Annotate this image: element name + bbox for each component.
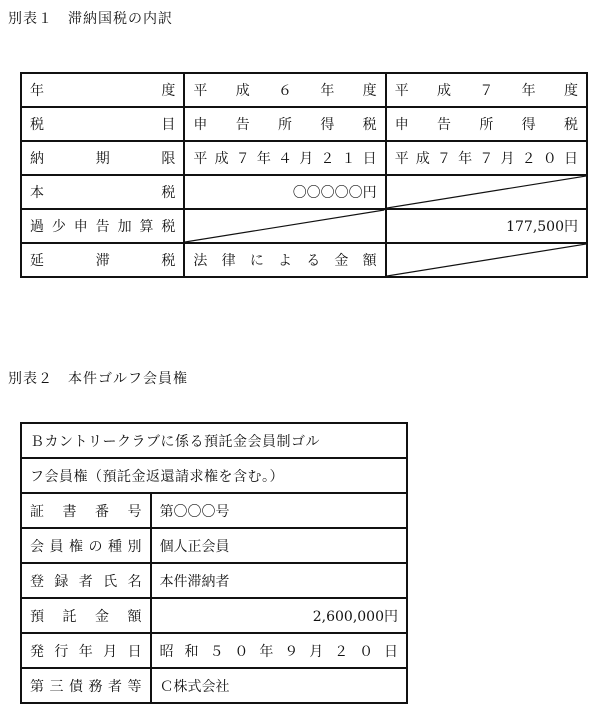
char: 年 [30,83,44,99]
char: 過 [30,219,44,235]
char: 債 [69,678,83,695]
char: 所 [278,117,293,133]
char: 別 [127,538,142,555]
diagonal-empty-cell [386,175,587,209]
char: 年 [256,151,271,167]
char: 平 [193,83,208,99]
diagonal-empty-cell [386,243,587,277]
char: 少 [51,219,66,235]
cell-principal-tax-h6: 〇〇〇〇〇円 [184,175,385,209]
char: 金 [95,608,110,625]
char: 年 [458,151,473,167]
char: 書 [62,503,77,520]
char: 申 [394,117,409,133]
char: ０ [542,151,557,167]
char: 日 [127,643,142,660]
char: 度 [564,83,578,99]
table-row [21,209,587,243]
row-label-underpayment-tax [21,209,184,243]
table-row [21,458,407,493]
cell-due-date-h6 [184,141,385,175]
char: 月 [309,643,324,660]
char: 種 [108,538,122,555]
char: 平 [193,151,208,167]
char: 申 [73,219,88,235]
char: 税 [161,185,176,201]
char: ５ [209,643,224,660]
row-label-principal-tax [21,175,184,209]
char: ２ [521,151,536,167]
char: 得 [521,117,536,133]
char: ０ [359,643,374,660]
table-row [21,73,587,107]
golf-membership-table [20,422,408,704]
char: 会 [30,538,44,555]
char: 延 [30,253,44,269]
value-membership-type: 個人正会員 [151,528,407,563]
char: 告 [437,117,452,133]
cell-delinquency-tax-h6 [184,243,385,277]
char: ７ [235,151,250,167]
diagonal-line [387,176,586,208]
char: の [88,538,103,555]
char: 加 [117,219,132,235]
char: 登 [30,573,44,590]
char: ４ [278,151,293,167]
table-row [21,598,407,633]
char: 年 [259,643,274,660]
char: 額 [362,253,377,269]
table-row [21,175,587,209]
tax-breakdown-table [20,72,588,278]
char: 納 [30,151,44,167]
table-row [21,107,587,141]
char: 者 [108,678,122,695]
value-certificate-number: 第〇〇〇号 [151,493,407,528]
char: 額 [127,608,142,625]
cell-tax-item-h6 [184,107,385,141]
char: 税 [161,253,176,269]
row-label-deposit-amount [21,598,151,633]
row-label-tax-item [21,107,184,141]
char: 預 [30,608,44,625]
char: 者 [78,573,93,590]
char: 第 [30,678,44,695]
char: 成 [214,151,229,167]
char: ７ [479,83,494,99]
value-issue-date [151,633,407,668]
char: 期 [95,151,110,167]
cell-due-date-h7 [386,141,587,175]
char: 名 [127,573,142,590]
char: 金 [334,253,349,269]
table-row [21,243,587,277]
cell-year-h6 [184,73,385,107]
char: 月 [299,151,314,167]
table-row [21,493,407,528]
char: 告 [235,117,250,133]
value-registrant-name: 本件滞納者 [151,563,407,598]
char: ９ [284,643,299,660]
char: １ [341,151,356,167]
diagonal-empty-cell [184,209,385,243]
table-row [21,528,407,563]
char: 平 [394,151,409,167]
char: 年 [320,83,335,99]
table-row [21,633,407,668]
char: 法 [193,253,208,269]
diagonal-line [185,210,384,242]
value-third-party-debtor: Ｃ株式会社 [151,668,407,703]
row-label-third-party-debtor [21,668,151,703]
char: 平 [394,83,409,99]
char: 発 [30,643,44,660]
char: 三 [49,678,64,695]
char: 等 [127,678,142,695]
char: 月 [500,151,515,167]
char: 税 [161,219,176,235]
char: 番 [95,503,110,520]
heading-table-1: 別表１ 滞納国税の内訳 [8,11,173,27]
char: 託 [62,608,77,625]
row-label-delinquency-tax [21,243,184,277]
char: 権 [69,538,83,555]
char: る [306,253,321,269]
membership-description-line-1: Ｂカントリークラブに係る預託金会員制ゴル [21,423,407,458]
char: 成 [415,151,430,167]
char: 限 [161,151,176,167]
table-row [21,668,407,703]
char: 員 [49,538,64,555]
char: よ [278,253,293,269]
row-label-membership-type [21,528,151,563]
char: 日 [563,151,578,167]
char: 税 [362,117,377,133]
char: 録 [54,573,69,590]
char: 行 [54,643,69,660]
diagonal-line [387,244,586,276]
char: 得 [320,117,335,133]
char: 日 [384,643,398,660]
char: 本 [30,185,44,201]
char: 目 [161,117,176,133]
char: 成 [235,83,250,99]
table-row [21,423,407,458]
char: 年 [521,83,536,99]
char: に [249,253,264,269]
cell-year-h7 [386,73,587,107]
row-label-due-date [21,141,184,175]
char: 昭 [159,643,174,660]
char: ２ [320,151,335,167]
row-label-registrant-name [21,563,151,598]
char: 証 [30,503,44,520]
char: 滞 [95,253,110,269]
char: 成 [437,83,452,99]
char: ２ [334,643,349,660]
char: 算 [139,219,154,235]
char: 月 [103,643,118,660]
row-label-issue-date [21,633,151,668]
char: ７ [437,151,451,167]
char: 日 [362,151,377,167]
char: 年 [78,643,93,660]
table-row [21,141,587,175]
char: ０ [234,643,249,660]
char: 税 [564,117,578,133]
membership-description-line-2: フ会員権（預託金返還請求権を含む。） [21,458,407,493]
char: 所 [479,117,494,133]
char: 度 [362,83,377,99]
cell-underpayment-tax-h7: 177,500円 [386,209,587,243]
char: ６ [278,83,293,99]
table-row [21,563,407,598]
value-deposit-amount: 2,600,000円 [151,598,407,633]
row-label-certificate-number [21,493,151,528]
char: ７ [479,151,494,167]
char: 律 [221,253,236,269]
char: 務 [88,678,103,695]
char: 度 [161,83,176,99]
row-label-year [21,73,184,107]
char: 号 [127,503,142,520]
char: 和 [184,643,199,660]
cell-tax-item-h7 [386,107,587,141]
char: 告 [95,219,110,235]
char: 申 [193,117,208,133]
heading-table-2: 別表２ 本件ゴルフ会員権 [8,371,188,387]
char: 氏 [103,573,118,590]
char: 税 [30,117,44,133]
